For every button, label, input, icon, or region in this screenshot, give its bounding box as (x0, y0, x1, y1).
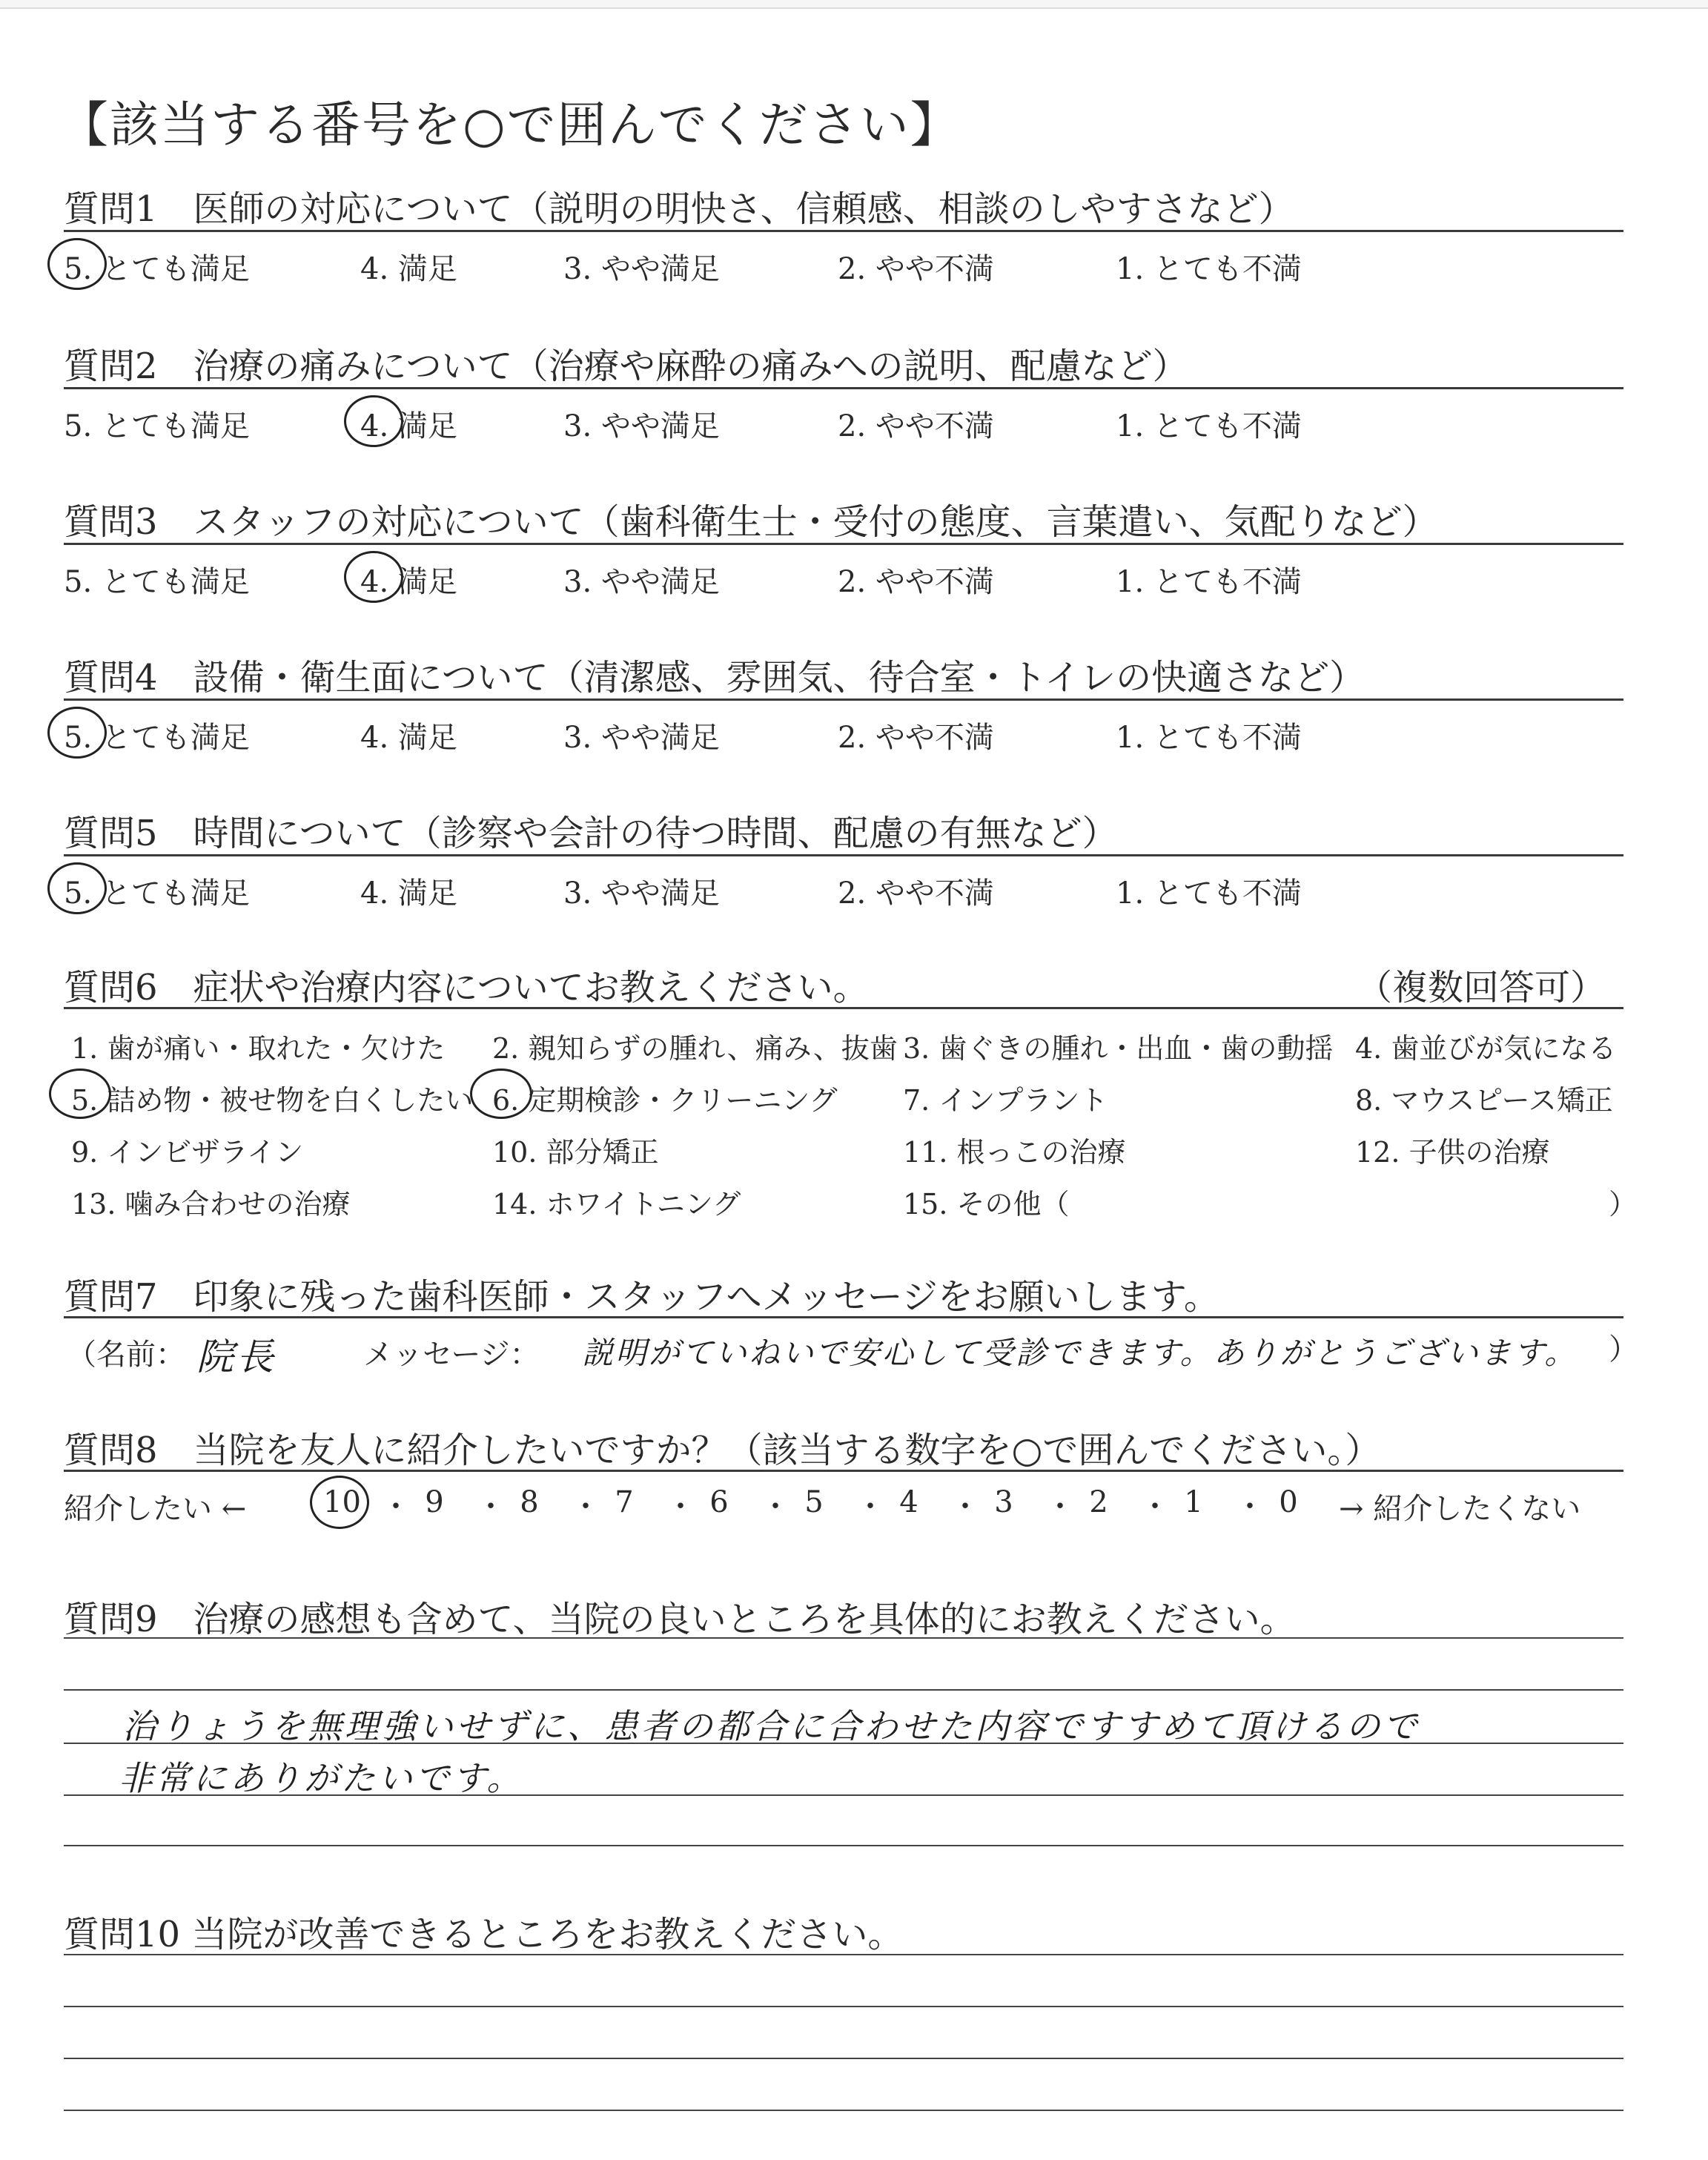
message-label: メッセージ： (363, 1338, 540, 1372)
q10-answer-line-1 (64, 1954, 1623, 1955)
q6-selected-circle-6 (470, 1069, 532, 1119)
question-1-rule (64, 230, 1623, 232)
q6-option-13[interactable]: 13. 噛み合わせの治療 (71, 1188, 351, 1221)
q1-selected-circle (47, 238, 107, 290)
score-4[interactable]: 4 (899, 1485, 918, 1519)
score-2[interactable]: 2 (1089, 1485, 1108, 1519)
message-value-handwritten: 説明がていねいで安心して受診できます。ありがとうございます。 (582, 1335, 1578, 1371)
score-separator: ・ (381, 1490, 411, 1524)
q4-option-3[interactable]: 3. やや満足 (563, 721, 720, 755)
score-separator: ・ (1235, 1490, 1265, 1524)
q6-option-15[interactable]: 15. その他（ (903, 1188, 1070, 1221)
q9-handwritten-line-1: 治りょうを無理強いせずに、患者の都合に合わせた内容ですすめて頂けるので (122, 1706, 1420, 1746)
q4-selected-circle (47, 707, 107, 759)
q6-option-14[interactable]: 14. ホワイトニング (492, 1188, 741, 1221)
score-separator: ・ (476, 1490, 506, 1524)
question-6-rule (64, 1007, 1623, 1009)
q1-option-2[interactable]: 2. やや不満 (838, 252, 994, 286)
q1-option-3[interactable]: 3. やや満足 (563, 252, 720, 286)
q10-answer-line-2 (64, 2006, 1623, 2007)
q6-option-7[interactable]: 7. インプラント (903, 1084, 1108, 1117)
question-2-label: 質問2 治療の痛みについて（治療や麻酔の痛みへの説明、配慮など） (64, 346, 1188, 387)
q10-answer-line-3 (64, 2058, 1623, 2059)
q2-option-5[interactable]: 5. とても満足 (64, 409, 250, 443)
question-3-label: 質問3 スタッフの対応について（歯科衛生士・受付の態度、言葉遣い、気配りなど） (64, 501, 1438, 543)
q6-option-10[interactable]: 10. 部分矯正 (492, 1136, 659, 1169)
recommend-left-label: 紹介したい ← (64, 1492, 247, 1526)
question-10-label: 質問10 当院が改善できるところをお教えください。 (64, 1914, 904, 1955)
q5-option-3[interactable]: 3. やや満足 (563, 876, 720, 911)
q5-option-1[interactable]: 1. とても不満 (1116, 876, 1302, 911)
q3-option-4[interactable]: 4. 満足 (360, 565, 457, 599)
recommend-right-label: → 紹介したくない (1339, 1492, 1581, 1526)
q9-answer-line-5 (64, 1845, 1623, 1846)
score-6[interactable]: 6 (709, 1485, 729, 1519)
score-separator: ・ (1140, 1490, 1170, 1524)
question-9-label: 質問9 治療の感想も含めて、当院の良いところを具体的にお教えください。 (64, 1599, 1296, 1640)
q6-option-12[interactable]: 12. 子供の治療 (1355, 1136, 1550, 1169)
q5-selected-circle (47, 862, 107, 914)
question-2-rule (64, 387, 1623, 389)
q2-option-1[interactable]: 1. とても不満 (1116, 409, 1302, 443)
q3-selected-circle (344, 551, 403, 603)
q6-option-1[interactable]: 1. 歯が痛い・取れた・欠けた (71, 1032, 446, 1065)
q5-option-2[interactable]: 2. やや不満 (838, 876, 994, 911)
score-7[interactable]: 7 (615, 1485, 634, 1519)
score-5[interactable]: 5 (804, 1485, 824, 1519)
q2-selected-circle (344, 395, 403, 447)
q6-option-16: ） (1609, 1188, 1638, 1221)
score-separator: ・ (855, 1490, 885, 1524)
q2-option-3[interactable]: 3. やや満足 (563, 409, 720, 443)
score-8[interactable]: 8 (520, 1485, 539, 1519)
question-5-label: 質問5 時間について（診察や会計の待つ時間、配慮の有無など） (64, 813, 1118, 854)
q6-option-3[interactable]: 3. 歯ぐきの腫れ・出血・歯の動揺 (903, 1032, 1334, 1065)
score-separator: ・ (571, 1490, 600, 1524)
q6-option-5[interactable]: 5. 詰め物・被せ物を白くしたい (71, 1084, 474, 1117)
q4-option-1[interactable]: 1. とても不満 (1116, 721, 1302, 755)
q5-option-5[interactable]: 5. とても満足 (64, 876, 250, 911)
score-3[interactable]: 3 (994, 1485, 1013, 1519)
message-close-paren: ） (1609, 1332, 1638, 1367)
q1-option-1[interactable]: 1. とても不満 (1116, 252, 1302, 286)
score-selected-circle (310, 1476, 369, 1529)
score-0[interactable]: 0 (1279, 1485, 1298, 1519)
score-1[interactable]: 1 (1184, 1485, 1203, 1519)
q6-selected-circle-5 (49, 1069, 111, 1119)
score-separator: ・ (1045, 1490, 1075, 1524)
score-separator: ・ (761, 1490, 790, 1524)
q6-option-9[interactable]: 9. インビザライン (71, 1136, 304, 1169)
question-8-label: 質問8 当院を友人に紹介したいですか？（該当する数字を○で囲んでください。） (64, 1430, 1381, 1471)
q3-option-1[interactable]: 1. とても不満 (1116, 565, 1302, 599)
q9-answer-line-1 (64, 1637, 1623, 1639)
q5-option-4[interactable]: 4. 満足 (360, 876, 457, 911)
q1-option-4[interactable]: 4. 満足 (360, 252, 457, 286)
q3-option-2[interactable]: 2. やや不満 (838, 565, 994, 599)
name-label: （名前： (67, 1338, 185, 1372)
q6-option-11[interactable]: 11. 根っこの治療 (903, 1136, 1126, 1169)
q10-answer-line-4 (64, 2110, 1623, 2111)
question-5-rule (64, 854, 1623, 856)
score-separator: ・ (666, 1490, 695, 1524)
question-3-rule (64, 543, 1623, 545)
scan-top-edge (0, 0, 1708, 9)
q3-option-3[interactable]: 3. やや満足 (563, 565, 720, 599)
q6-option-8[interactable]: 8. マウスピース矯正 (1355, 1084, 1613, 1117)
question-4-rule (64, 698, 1623, 701)
score-separator: ・ (950, 1490, 980, 1524)
q6-option-6[interactable]: 6. 定期検診・クリーニング (492, 1084, 838, 1117)
q2-option-2[interactable]: 2. やや不満 (838, 409, 994, 443)
q4-option-2[interactable]: 2. やや不満 (838, 721, 994, 755)
form-title: 【該当する番号を○で囲んでください】 (59, 96, 961, 153)
q6-option-2[interactable]: 2. 親知らずの腫れ、痛み、抜歯 (492, 1032, 898, 1065)
q3-option-5[interactable]: 5. とても満足 (64, 565, 250, 599)
score-10[interactable]: 10 (323, 1485, 361, 1519)
question-6-label: 質問6 症状や治療内容についてお教えください。 (64, 967, 869, 1008)
question-6-note: （複数回答可） (1357, 967, 1606, 1008)
q6-option-4[interactable]: 4. 歯並びが気になる (1355, 1032, 1617, 1065)
question-1-label: 質問1 医師の対応について（説明の明快さ、信頼感、相談のしやすさなど） (64, 188, 1294, 230)
q1-option-5[interactable]: 5. とても満足 (64, 252, 250, 286)
question-8-rule (64, 1470, 1623, 1472)
q9-handwritten-line-2: 非常にありがたいです。 (119, 1758, 524, 1798)
question-4-label: 質問4 設備・衛生面について（清潔感、雰囲気、待合室・トイレの快適さなど） (64, 657, 1366, 698)
name-value-handwritten: 院長 (196, 1335, 277, 1378)
q2-option-4[interactable]: 4. 満足 (360, 409, 457, 443)
question-7-rule (64, 1316, 1623, 1318)
q4-option-4[interactable]: 4. 満足 (360, 721, 457, 755)
score-9[interactable]: 9 (425, 1485, 444, 1519)
q9-answer-line-2 (64, 1689, 1623, 1691)
question-7-label: 質問7 印象に残った歯科医師・スタッフへメッセージをお願いします。 (64, 1276, 1219, 1318)
q4-option-5[interactable]: 5. とても満足 (64, 721, 250, 755)
